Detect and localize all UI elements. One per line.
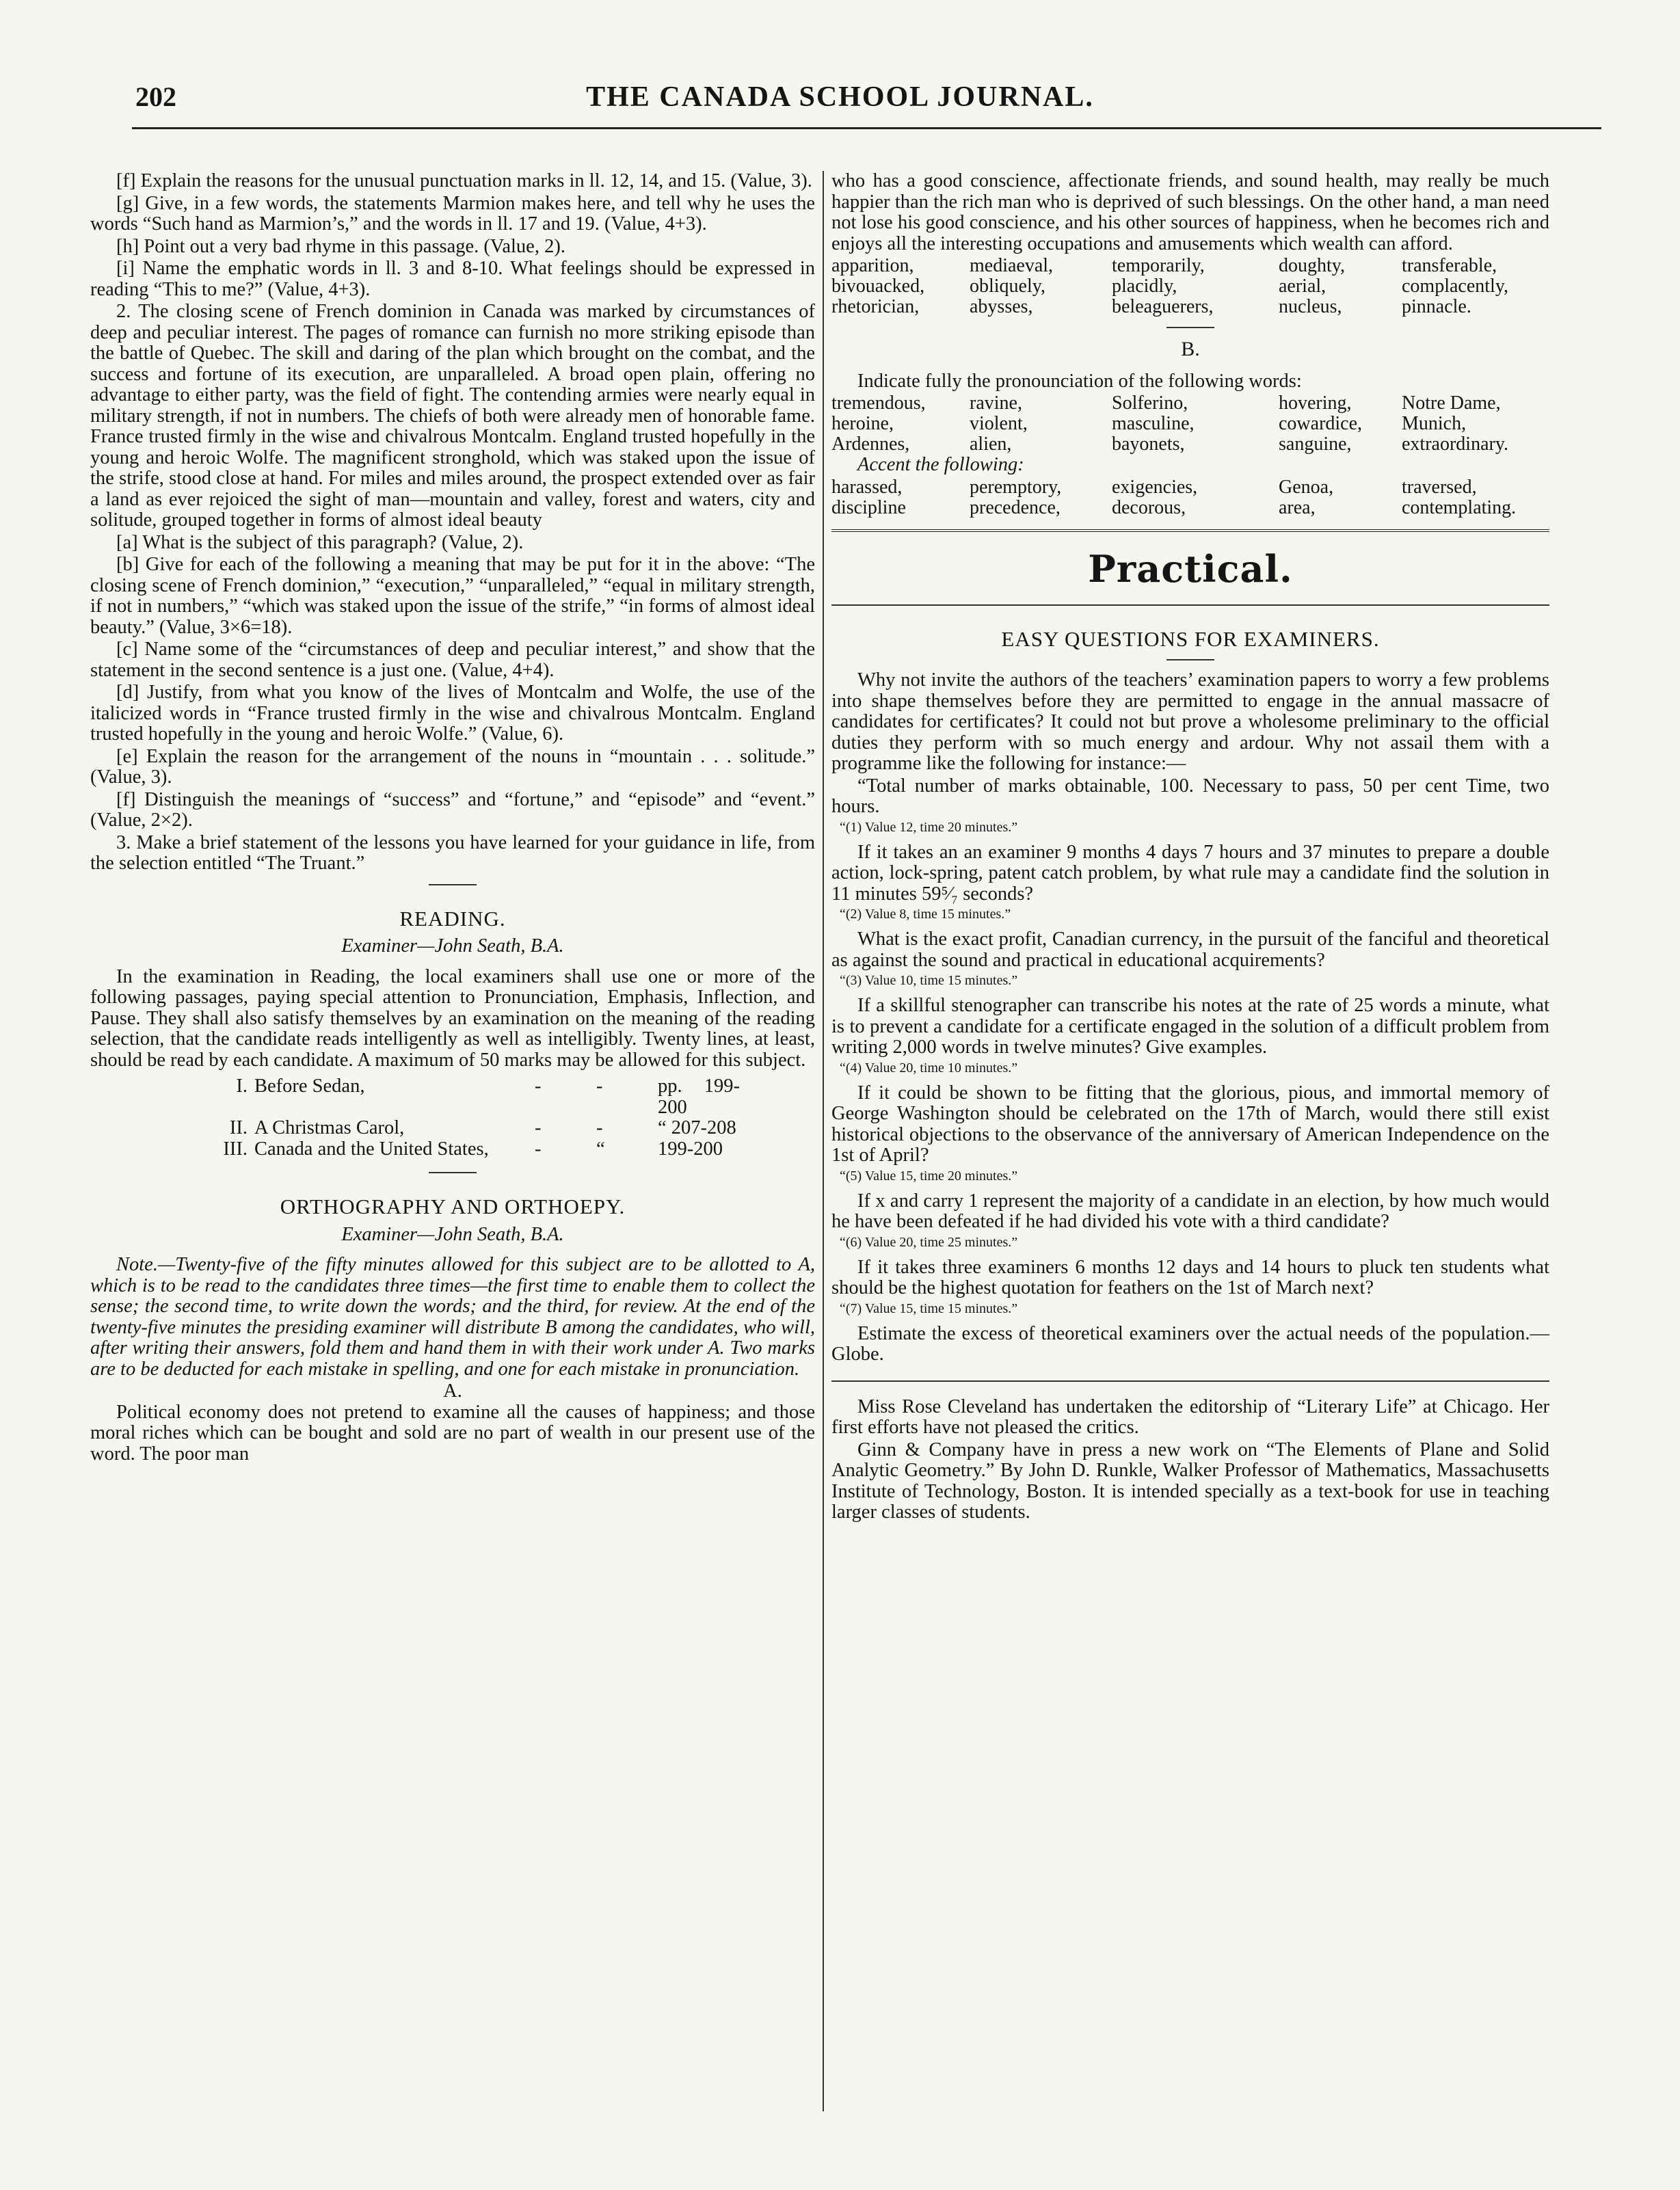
reading-item-title: A Christmas Carol, — [254, 1117, 405, 1138]
word: abysses, — [970, 296, 1033, 317]
orthography-note: Note.—Twenty-five of the fifty minutes allowed for this subject are to be allotted to A, which is to be read to the candidates three times—the first time to enable them to collect the sense; the second time, to write down the words; and the third, for review. At the end of the twenty-five minutes the presiding examiner will distribute B among the candidates, who will, after writing their answers, fold them and hand them in with their work under A. Two marks are to be deducted for each mistake in spelling, and one for each mistake in pronunciation. — [90, 1254, 815, 1380]
word: hovering, — [1279, 392, 1352, 414]
word: aerial, — [1279, 276, 1326, 297]
word: bayonets, — [1112, 433, 1185, 455]
word: area, — [1279, 496, 1316, 518]
marks-statement: “Total number of marks obtainable, 100. Necessary to pass, 50 per cent Time, two hours. — [831, 775, 1549, 817]
question-2e: [e] Explain the reason for the arrangement of the nouns in “mountain . . . solitude.” (Value, 3). — [90, 745, 815, 788]
reading-instructions: In the examination in Reading, the local examiners shall use one or more of the following passages, paying special attention to Pronunciation, Emphasis, Inflection, and Pause. They shall also satisfy themselves by an examination on the meaning of the reading selection, that the candidate reads intelligently as well as intelligibly. Twenty lines, at least, should be read by each candidate. A maximum of 50 marks may be allowed for this subject. — [90, 965, 815, 1071]
question-h: [h] Point out a very bad rhyme in this passage. (Value, 2). — [116, 235, 565, 257]
easy-questions-heading: EASY QUESTIONS FOR EXAMINERS. — [1001, 626, 1380, 651]
question-text: If a skillful stenographer can transcribe his notes at the rate of 25 words a minute, what is to prevent a candidate for a certificate engaged in the solution of a difficult problem from writing 2,000 words in twelve minutes? Give examples. — [831, 995, 1549, 1058]
question-value-note: “(7) Value 15, time 15 minutes.” — [840, 1300, 1018, 1316]
passage-quebec: 2. The closing scene of French dominion in Canada was marked by circumstances of deep and peculiar interest. The pages of romance can furnish no more striking episode than the battle of Quebec. The skill and daring of the plan which brought on the combat, and the success and fortune of its execution, are unparalleled. A broad open plain, offering no advantage to either party, was the field of fight. The contending armies were nearly equal in military strength, if not in numbers. The chiefs of both were already men of honorable fame. France trusted firmly in the wise and chivalrous Montcalm. England trusted hopefully in the young and heroic Wolfe. The magnificent stronghold, which was staked upon the issue of the strife, stood close at hand. For miles and miles around, the prospect extended over as fair a land as ever rejoiced the sight of man—mountain and valley, forest and waters, city and solitude, grouped together in forms of almost ideal beauty — [90, 301, 815, 531]
question-text: If x and carry 1 represent the majority of a candidate in an election, by how much would he have been defeated if he had divided his vote with a third candidate? — [831, 1190, 1549, 1232]
news-item: Miss Rose Cleveland has undertaken the editorship of “Literary Life” at Chicago. Her first efforts have not pleased the critics. — [831, 1396, 1549, 1438]
word: discipline — [831, 496, 906, 518]
separator-rule — [831, 1380, 1549, 1382]
word: temporarily, — [1112, 255, 1205, 276]
word: peremptory, — [970, 476, 1062, 498]
reading-list-item — [220, 1076, 815, 1118]
word: masculine, — [1112, 413, 1195, 434]
intro-paragraph: Why not invite the authors of the teachers’ examination papers to worry a few problems into shape themselves before they are permitted to engage in the annual massacre of candidates for certificates? It could not but prove a wholesome preliminary to the official duties they perform with so much energy and ardour. Why not assail them with a programme like the following for instance:— — [831, 669, 1549, 774]
question-value-note: “(3) Value 10, time 15 minutes.” — [840, 973, 1018, 988]
question-value-note: “(6) Value 20, time 25 minutes.” — [840, 1234, 1018, 1250]
reading-item-title: Canada and the United States, — [254, 1138, 489, 1160]
word: ravine, — [970, 392, 1022, 414]
word: Genoa, — [1279, 476, 1334, 498]
word: pinnacle. — [1402, 296, 1471, 317]
separator — [1166, 327, 1214, 328]
orthography-heading: ORTHOGRAPHY AND ORTHOEPY. — [280, 1194, 626, 1218]
question-value-note: “(1) Value 12, time 20 minutes.” — [840, 819, 1018, 835]
department-title: Practical. — [1088, 546, 1293, 591]
reading-item-number: II. — [229, 1117, 248, 1138]
reading-item-dash: - — [596, 1117, 603, 1138]
section-a-label: A. — [443, 1380, 462, 1402]
word: apparition, — [831, 255, 914, 276]
accent-label: Accent the following: — [857, 454, 1024, 475]
department-rule — [831, 604, 1549, 606]
news-item: Ginn & Company have in press a new work on “The Elements of Plane and Solid Analytic Geometry.” By John D. Runkle, Walker Professor of Mathematics, Massachusetts Institute of Technology, Boston. It is intended specially as a text-book for use in teaching larger classes of students. — [831, 1439, 1549, 1523]
reading-item-dash: - — [535, 1117, 542, 1138]
question-text: If it takes three examiners 6 months 12 days and 14 hours to pluck ten students what should be the highest quotation for feathers on the 1st of March next? — [831, 1256, 1549, 1298]
question-i: [i] Name the emphatic words in ll. 3 and 8-10. What feelings should be expressed in reading “This to me?” (Value, 4+3). — [90, 258, 815, 300]
column-divider — [823, 171, 824, 2111]
word: cowardice, — [1279, 413, 1363, 434]
question-2d: [d] Justify, from what you know of the lives of Montcalm and Wolfe, the use of the italicized words in “France trusted firmly in the wise and chivalrous Montcalm. England trusted hopefully in the young and heroic Wolfe.” (Value, 6). — [90, 682, 815, 745]
reading-item-pages: pp. 199-200 — [658, 1076, 740, 1118]
question-2a: [a] What is the subject of this paragraph? (Value, 2). — [116, 531, 524, 553]
right-column — [831, 171, 1549, 1525]
reading-item-dash: - — [596, 1076, 603, 1097]
word: bivouacked, — [831, 276, 925, 297]
word: traversed, — [1402, 476, 1477, 498]
reading-item-dash: - — [535, 1138, 542, 1160]
question-3: 3. Make a brief statement of the lessons you have learned for your guidance in life, from the selection entitled “The Truant.” — [90, 831, 815, 874]
word: Notre Dame, — [1402, 392, 1501, 414]
section-b-label: B. — [1181, 338, 1200, 360]
word: mediaeval, — [970, 255, 1054, 276]
question-list — [831, 819, 1549, 1365]
orthography-byline: Examiner—John Seath, B.A. — [341, 1223, 564, 1245]
journal-title: THE CANADA SCHOOL JOURNAL. — [586, 81, 1094, 113]
word: harassed, — [831, 476, 903, 498]
word: extraordinary. — [1402, 433, 1508, 455]
word: Ardennes, — [831, 433, 910, 455]
word: rhetorician, — [831, 296, 920, 317]
word: sanguine, — [1279, 433, 1352, 455]
word: Munich, — [1402, 413, 1467, 434]
question-2b: [b] Give for each of the following a meaning that may be put for it in the above: “The closing scene of French dominion,” “execution,” “unparalleled,” “equal in military strength, if not in numbers,” “which was staked upon the issue of the strife,” “in forms of almost ideal beauty.” (Value, 3×6=18). — [90, 554, 815, 638]
word: decorous, — [1112, 496, 1186, 518]
question-2c: [c] Name some of the “circumstances of deep and peculiar interest,” and show that the statement in the second sentence is a just one. (Value, 4+4). — [90, 639, 815, 681]
reading-list-item — [220, 1118, 815, 1139]
reading-item-number: III. — [223, 1138, 248, 1160]
word: contemplating. — [1402, 496, 1517, 518]
section-b-instruction: Indicate fully the pronounciation of the following words: — [857, 370, 1302, 392]
reading-item-number: I. — [236, 1076, 248, 1097]
word-list-a — [831, 256, 1549, 317]
reading-byline: Examiner—John Seath, B.A. — [341, 935, 564, 957]
word: alien, — [970, 433, 1012, 455]
reading-list-item — [220, 1139, 815, 1160]
reading-heading: READING. — [399, 906, 506, 931]
word: Solferino, — [1112, 392, 1188, 414]
word: obliquely, — [970, 276, 1045, 297]
word: exigencies, — [1112, 476, 1198, 498]
word: heroine, — [831, 413, 894, 434]
left-column — [90, 171, 815, 1466]
word-list-c — [831, 477, 1549, 518]
question-value-note: “(5) Value 15, time 20 minutes.” — [840, 1168, 1018, 1184]
word: precedence, — [970, 496, 1061, 518]
reading-list — [220, 1076, 815, 1160]
question-text: If it could be shown to be fitting that the glorious, pious, and immortal memory of George Washington should be celebrated on the 17th of March, would there still exist historical objections to the observance of the anniversary of American Independence on the 1st of April? — [831, 1082, 1549, 1166]
reading-item-dash: - — [535, 1076, 542, 1097]
section-a-text: Political economy does not pretend to examine all the causes of happiness; and those moral riches which can be bought and sold are no part of wealth in our present use of the word. The poor man — [90, 1401, 815, 1465]
word: tremendous, — [831, 392, 926, 414]
reading-item-pages: “ 207-208 — [658, 1117, 736, 1138]
separator — [1166, 659, 1214, 660]
separator — [429, 884, 477, 885]
reading-item-pages: 199-200 — [658, 1138, 723, 1160]
page-number: 202 — [135, 81, 176, 112]
word: transferable, — [1402, 255, 1497, 276]
word: violent, — [970, 413, 1028, 434]
word: beleaguerers, — [1112, 296, 1214, 317]
department-rule — [831, 529, 1549, 532]
header-rule — [132, 127, 1601, 129]
question-2f: [f] Distinguish the meanings of “success” and “fortune,” and “episode” and “event.” (Value, 2×2). — [90, 788, 815, 831]
question-text: If it takes an an examiner 9 months 4 days 7 hours and 37 minutes to prepare a double action, lock-spring, patent catch problem, by what rule may a candidate find the solution in 11 minutes 59⁵⁄₇ seconds? — [831, 841, 1549, 905]
question-f: [f] Explain the reasons for the unusual punctuation marks in ll. 12, 14, and 15. (Value, 3). — [116, 170, 812, 191]
reading-item-title: Before Sedan, — [254, 1076, 365, 1097]
word-list-b — [831, 393, 1549, 455]
question-g: [g] Give, in a few words, the statements Marmion makes here, and tell why he uses the words “Such hand as Marmion’s,” and the words in ll. 17 and 19. (Value, 4+3). — [90, 192, 815, 235]
word: doughty, — [1279, 255, 1345, 276]
question-text: Estimate the excess of theoretical examiners over the actual needs of the population.—Globe. — [831, 1322, 1549, 1365]
question-value-note: “(2) Value 8, time 15 minutes.” — [840, 907, 1011, 922]
word: placidly, — [1112, 276, 1177, 297]
question-text: What is the exact profit, Canadian currency, in the pursuit of the fanciful and theoretical as against the sound and practical in educational acquirements? — [831, 929, 1549, 971]
separator — [429, 1172, 477, 1173]
reading-item-dash: “ — [596, 1138, 605, 1160]
section-a-continued: who has a good conscience, affectionate friends, and sound health, may really be much happier than the rich man who is deprived of such blessings. On the other hand, a man need not lose his good conscience, and his other sources of happiness, when he becomes rich and enjoys all the interesting occupations and amusements which wealth can afford. — [831, 170, 1549, 254]
question-value-note: “(4) Value 20, time 10 minutes.” — [840, 1060, 1018, 1076]
word: nucleus, — [1279, 296, 1342, 317]
word: complacently, — [1402, 276, 1509, 297]
